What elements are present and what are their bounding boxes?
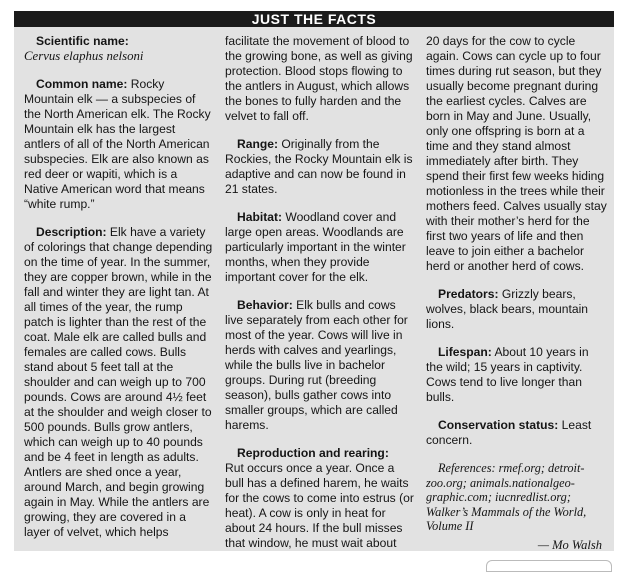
- predators-text: Grizzly bears, wolves, black bears, mountain lions.: [426, 287, 589, 331]
- description-section: [24, 225, 214, 540]
- range-section: [225, 137, 415, 197]
- behavior-section: [225, 298, 415, 433]
- lifespan-label: Lifespan:: [438, 345, 492, 359]
- common-name-label: Common name:: [36, 77, 128, 91]
- reproduction-text: Rut occurs once a year. Once a bull has a defined harem, he waits for the cows to come into estrus (or heat). A cow is only in heat for about 24 hours. If the bull misses that window, he must wait about: [225, 461, 414, 550]
- column-1: [24, 34, 214, 553]
- scientific-name-section: [24, 34, 214, 64]
- references: References: rmef.org; detroit-zoo.org; animals.nationalgeo-graphic.com; iucnredlist.org; Walker’s Mammals of the World, Volume II: [426, 461, 587, 533]
- behavior-text: Elk bulls and cows live separately from each other for most of the year. Cows will live in herds with calves and yearlings, while the bulls live in bachelor groups. During rut (breeding season), bulls gather cows into smaller groups, which are called harems.: [225, 298, 408, 432]
- reproduction-continued: 20 days for the cow to cycle again. Cows can cycle up to four times during rut season, but they usually become pregnant during the earliest cycles. Calves are born in May and June. Usually, only one offspring is born at a time and they stand almost immediately after birth. They spend their first few weeks hiding motionless in the trees while their mothers feed. Calves usually stay with their mother’s herd for the first two years of life and then leave to join either a bachelor herd or another herd of cows.: [426, 34, 607, 273]
- page-tab-edge: [486, 560, 612, 572]
- habitat-text: Woodland cover and large open areas. Woodlands are particularly important in the winter months, when they provide important cover for the elk.: [225, 210, 406, 284]
- byline: — Mo Walsh: [537, 537, 602, 552]
- conservation-label: Conservation status:: [438, 418, 559, 432]
- reproduction-section: [225, 446, 415, 551]
- behavior-label: Behavior:: [237, 298, 293, 312]
- reproduction-label: Reproduction and rearing:: [237, 446, 389, 460]
- lifespan-section: [426, 345, 608, 405]
- facts-panel: [14, 11, 614, 551]
- habitat-label: Habitat:: [237, 210, 283, 224]
- range-text: Originally from the Rockies, the Rocky Mountain elk is adaptive and can now be found in 21 states.: [225, 137, 413, 196]
- scientific-name-label: Scientific name:: [36, 34, 129, 48]
- predators-label: Predators:: [438, 287, 499, 301]
- lifespan-text: About 10 years in the wild; 15 years in captivity. Cows tend to live longer than bulls.: [426, 345, 589, 404]
- column-3: [426, 34, 608, 553]
- description-continued: facilitate the movement of blood to the growing bone, as well as giving protection. Blood stops flowing to the antlers in August, which allows the bones to fully harden and the velvet to fall off.: [225, 34, 413, 123]
- panel-title: JUST THE FACTS: [14, 11, 614, 27]
- range-label: Range:: [237, 137, 278, 151]
- description-text: Elk have a variety of colorings that change depending on the time of year. In the summer, they are copper brown, while in the fall and winter they are light tan. At all times of the year, the rump patch is lighter than the rest of the coat. Male elk are called bulls and females are called cows. Bulls stand about 5 feet tall at the shoulder and can weigh up to 700 pounds. Cows are around 4½ feet at the shoulder and weigh closer to 500 pounds. Bulls grow antlers, which can weigh up to 40 pounds and be 4 feet in length as adults. Antlers are shed once a year, around March, and begin growing again in May. While the antlers are growing, they are covered in a layer of velvet, which helps: [24, 225, 213, 539]
- conservation-text: Least concern.: [426, 418, 592, 447]
- common-name-text: Rocky Mountain elk — a subspecies of the North American elk. The Rocky Mountain elk has the largest antlers of all of the North American subspecies. Elk are also known as red deer or wapiti, which is a Native American word that means “white rump.”: [24, 77, 211, 211]
- predators-section: [426, 287, 608, 332]
- common-name-section: [24, 77, 214, 212]
- description-label: Description:: [36, 225, 107, 239]
- habitat-section: [225, 210, 415, 285]
- scientific-name-value: Cervus elaphus nelsoni: [24, 49, 144, 63]
- column-2: [225, 34, 415, 564]
- conservation-section: [426, 418, 608, 448]
